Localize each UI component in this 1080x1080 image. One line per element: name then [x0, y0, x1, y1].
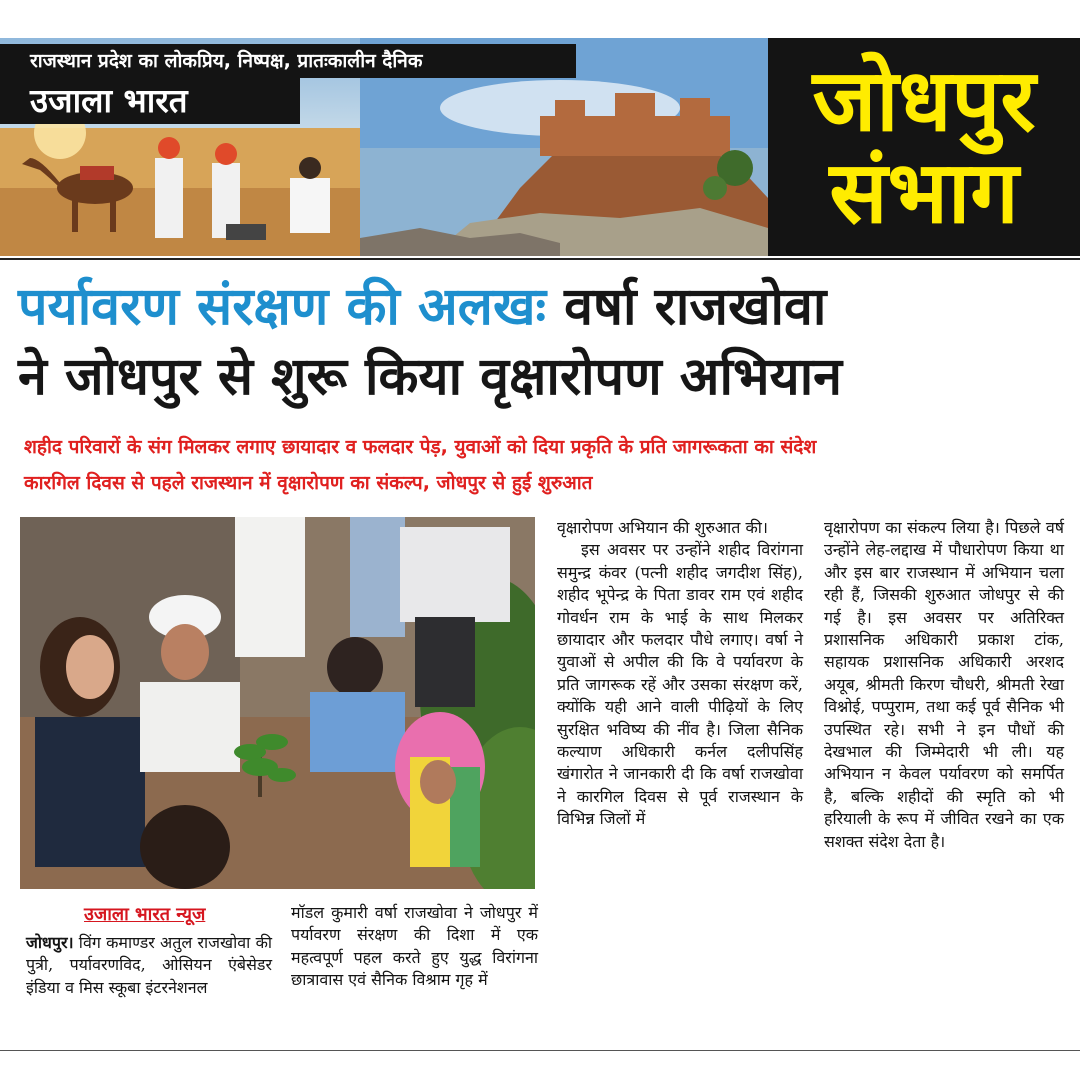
- masthead-divider: [0, 258, 1080, 260]
- column-3-paragraph-2: इस अवसर पर उन्होंने शहीद विरांगना समुन्द्र कंवर (पत्नी शहीद जगदीश सिंह), शहीद भूपेन्द्र के पिता डावर राम एवं शहीद गोवर्धन राम के भाई के साथ मिलकर छायादार और फलदार पौधे लगाए। वर्षा ने युवाओं से अपील की कि वे पर्यावरण के प्रति जागरूक रहें और उसका संरक्षण करें, क्योंकि यही आने वाली पीढ़ियों के लिए सुरक्षित भविष्य की नींव है। जिला सैनिक कल्याण अधिकारी कर्नल दलीपसिंह खंगारोत ने जानकारी दी कि वर्षा राजखोवा ने कारगिल दिवस से पूर्व राजस्थान के विभिन्न जिलों में: [557, 540, 803, 829]
- headline-highlight: पर्यावरण संरक्षण की अलखः: [18, 277, 546, 337]
- newspaper-name: उजाला भारत: [0, 78, 300, 124]
- headline-line1: [18, 272, 1068, 342]
- column-1-text: विंग कमाण्डर अतुल राजखोवा की पुत्री, पर्यावरणविद, ओसियन एंबेसेडर इंडिया व मिस स्कूबा इंटरनेशनल: [26, 933, 272, 997]
- article-column-3: [557, 517, 803, 831]
- masthead-photo: [0, 38, 768, 256]
- dateline: जोधपुर।: [26, 933, 74, 952]
- column-2-text: मॉडल कुमारी वर्षा राजखोवा ने जोधपुर में पर्यावरण संरक्षण की दिशा में एक महत्वपूर्ण पहल करते हुए युद्ध विरांगना छात्रावास एवं सैनिक विश्राम गृह में: [291, 903, 538, 990]
- edition-title-line2: संभाग: [829, 143, 1019, 243]
- edition-title-line1: जोधपुर: [812, 51, 1036, 151]
- article-column-2: [291, 902, 538, 992]
- column-4-text: वृक्षारोपण का संकल्प लिया है। पिछले वर्ष उन्होंने लेह-लद्दाख में पौधारोपण किया था और इस बार राजस्थान में अभियान चला रही हैं, जिसकी शुरुआत जोधपुर से की गई है। इस अवसर पर अतिरिक्त प्रशासनिक अधिकारी प्रकाश टांक, सहायक प्रशासनिक अधिकारी अरशद अयूब, श्रीमती किरण चौधरी, श्रीमती रेखा विश्नोई, पप्पुराम, तथा कई पूर्व सैनिक भी उपस्थित रहे। सभी ने इन पौधों की देखभाल की जिम्मेदारी भी ली। यह अभियान न केवल पर्यावरण को समर्पित है, बल्कि शहीदों की स्मृति को भी हरियाली के रूप में जीवित रखने का एक सशक्त संदेश देता है।: [824, 518, 1064, 851]
- edition-title: [768, 38, 1080, 256]
- article-column-4: [824, 517, 1064, 853]
- subheadline-2: कारगिल दिवस से पहले राजस्थान में वृक्षारोपण का संकल्प, जोधपुर से हुई शुरुआत: [24, 472, 593, 494]
- tree-planting-photo-illustration: [20, 517, 535, 889]
- masthead: [0, 38, 1080, 256]
- article-column-1: [26, 932, 272, 999]
- column-3-paragraph-1: वृक्षारोपण अभियान की शुरुआत की।: [557, 518, 768, 537]
- news-agency-byline: उजाला भारत न्यूज: [84, 904, 206, 925]
- article-photo: [20, 517, 535, 889]
- page-bottom-rule: [0, 1050, 1080, 1051]
- headline-name: वर्षा राजखोवा: [545, 277, 827, 337]
- headline-line2: ने जोधपुर से शुरू किया वृक्षारोपण अभियान: [18, 347, 843, 407]
- fort-illustration: [540, 93, 730, 156]
- article-headline: [18, 272, 1068, 412]
- masthead-tagline: राजस्थान प्रदेश का लोकप्रिय, निष्पक्ष, प्रातःकालीन दैनिक: [0, 44, 576, 78]
- subheadline-1: शहीद परिवारों के संग मिलकर लगाए छायादार व फलदार पेड़, युवाओं को दिया प्रकृति के प्रति जागरूकता का संदेश: [24, 436, 817, 458]
